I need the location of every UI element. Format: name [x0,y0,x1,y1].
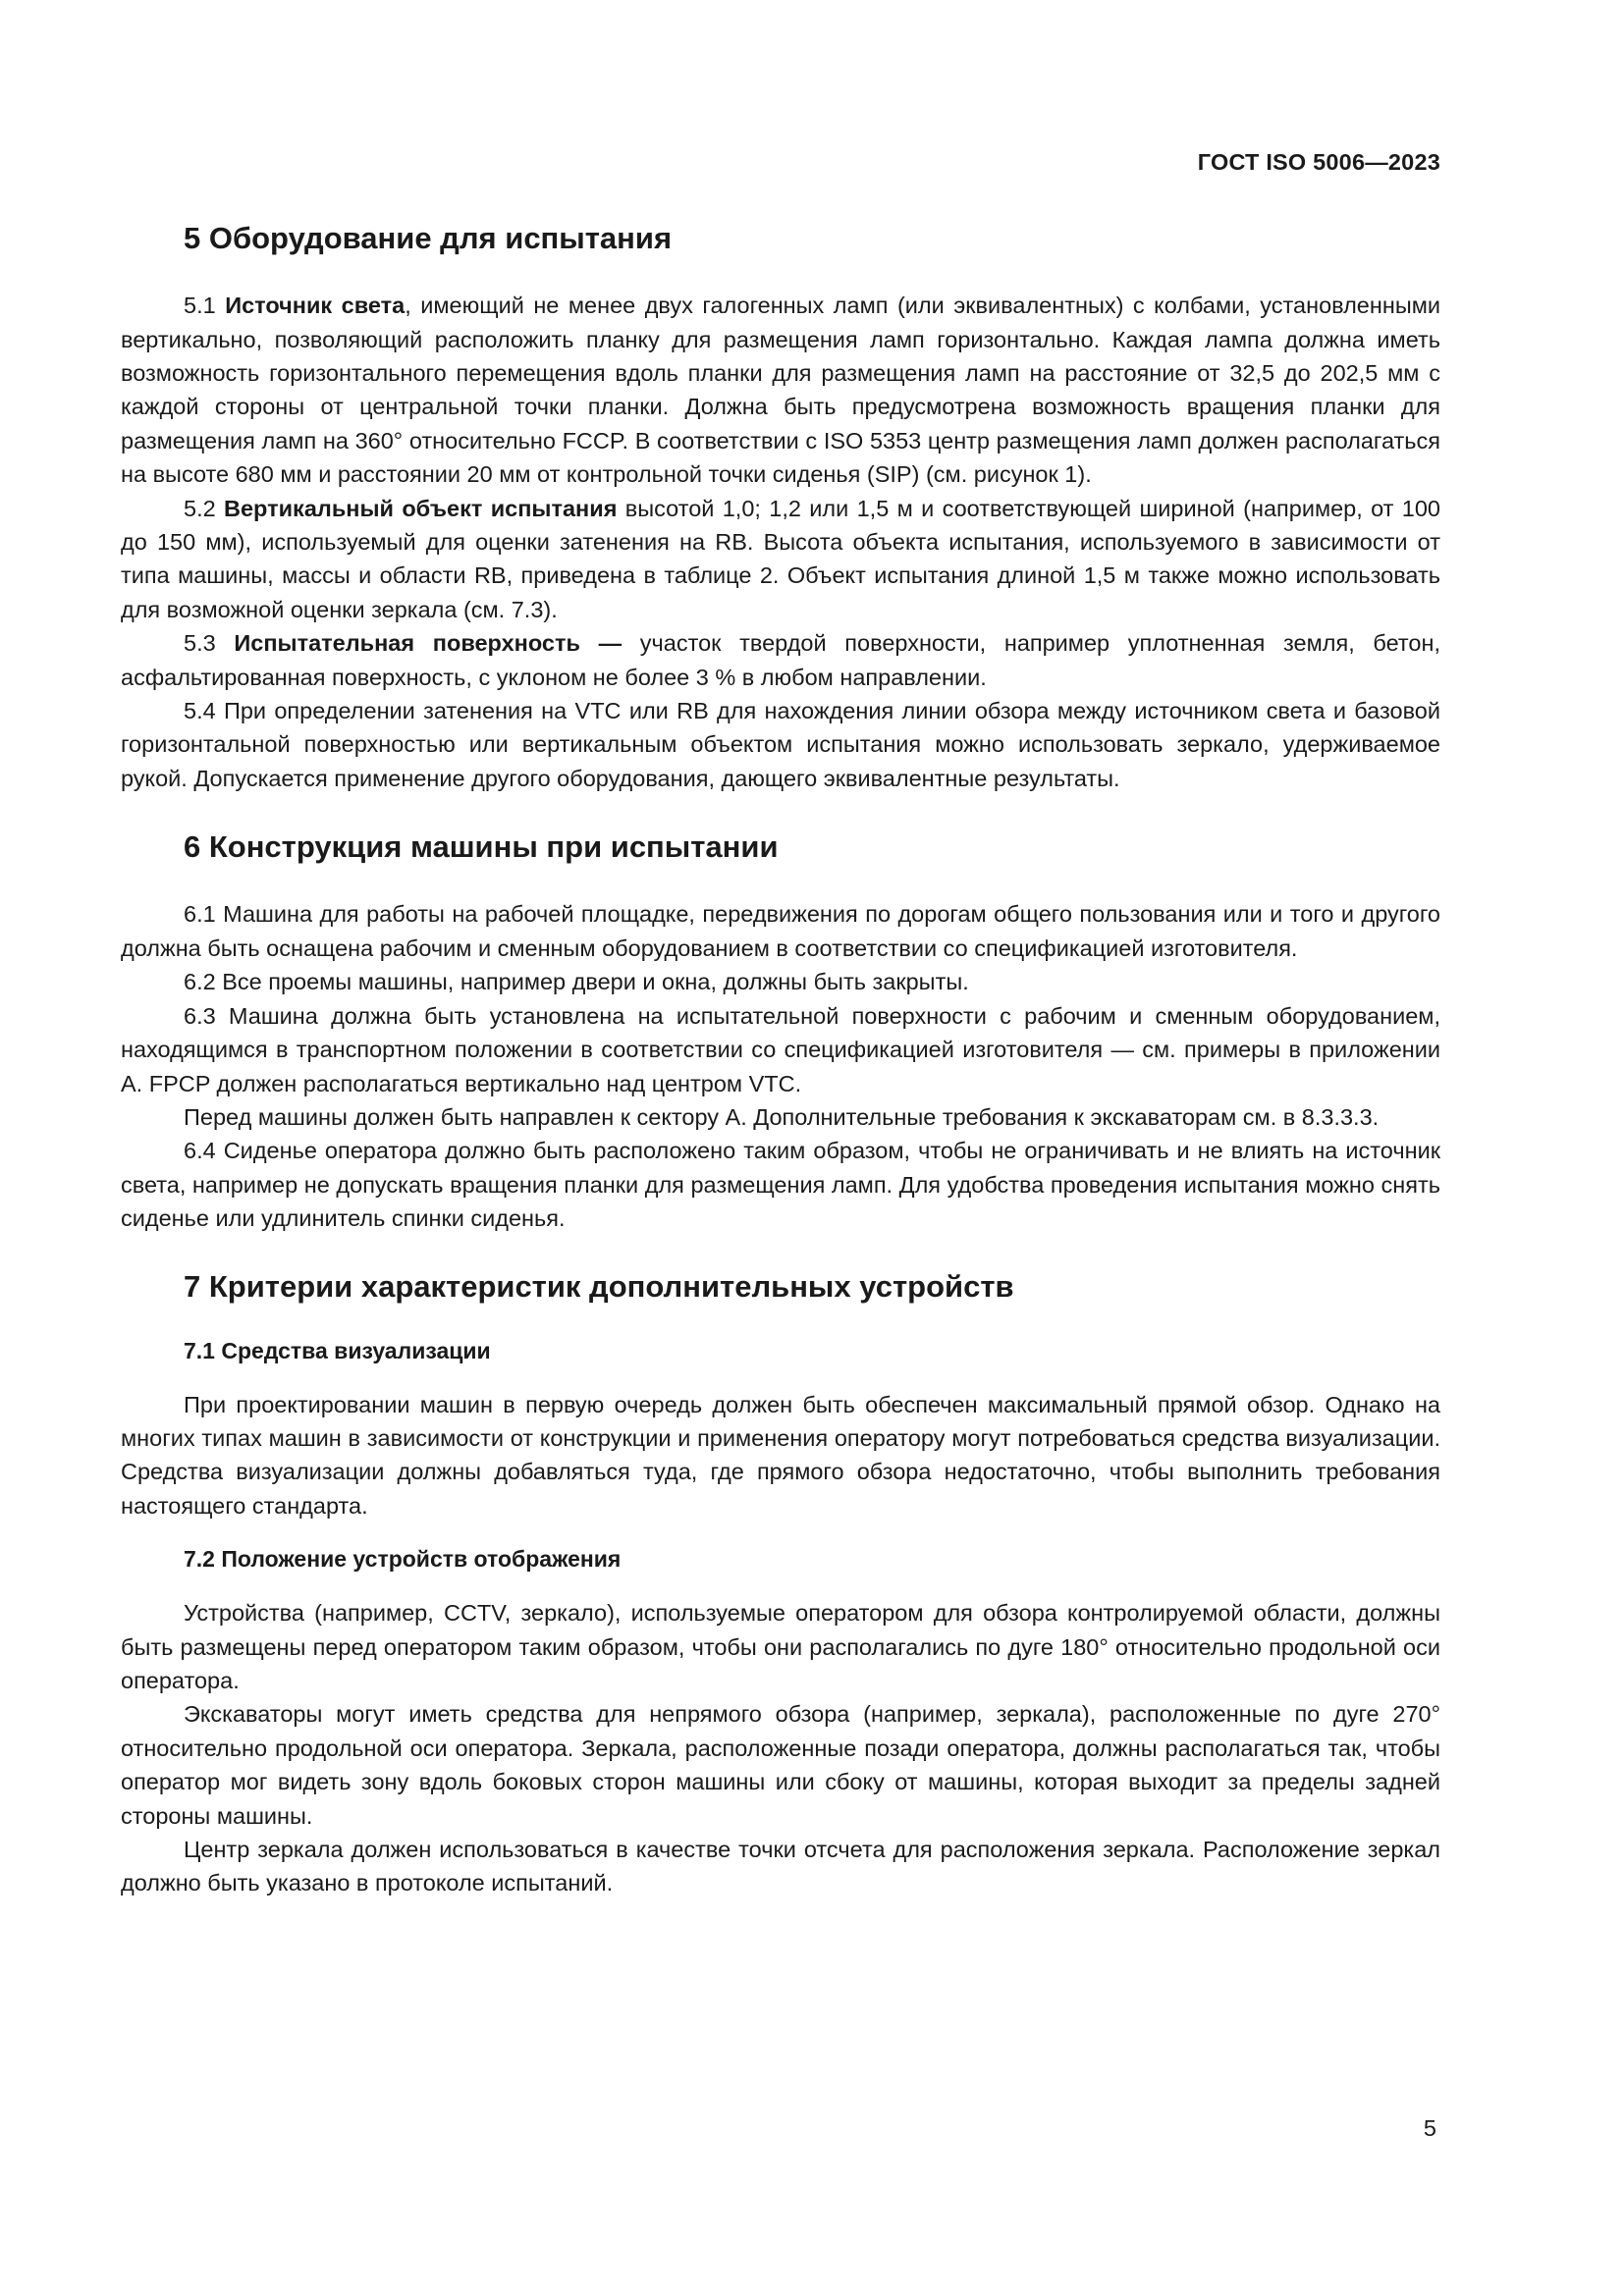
paragraph-5-3 [121,626,1440,694]
clause-text: высотой 1,0; 1,2 или 1,5 м и соответствующей шириной (например, от 100 до 150 мм), используемый для оценки затенения на RB. Высота объекта испытания, используемого в зависимости от типа машины, массы и области RB, приведена в таблице 2. Объект испытания длиной 1,5 м также можно использовать для возможной оценки зеркала (см. 7.3). [121,495,1440,622]
clause-term: Испытательная поверхность — [234,630,623,657]
clause-text: , имеющий не менее двух галогенных ламп (или эквивалентных) с колбами, установленными вертикально, позволяющий расположить планку для размещения ламп горизонтально. Каждая лампа должна иметь возможность горизонтального перемещения вдоль планки для размещения ламп на расстояние от 32,5 до 202,5 мм с каждой стороны от центральной точки планки. Должна быть предусмотрена возможность вращения планки для размещения ламп на 360° относительно FCCP. В соответствии с ISO 5353 центр размещения ламп должен располагаться на высоте 680 мм и расстоянии 20 мм от контрольной точки сиденья (SIP) (см. рисунок 1). [121,293,1440,488]
clause-number: 5.3 [184,630,235,657]
paragraph-5-4: 5.4 При определении затенения на VTC или RB для нахождения линии обзора между источником света и базовой горизонтальной поверхностью или вертикальным объектом испытания можно использовать зеркало, удерживаемое рукой. Допускается применение другого оборудования, дающего эквивалентные результаты. [121,698,1440,791]
section-6-heading: 6 Конструкция машины при испытании [184,829,779,865]
paragraph-6-1: 6.1 Машина для работы на рабочей площадке, передвижения по дорогам общего пользования или и того и другого должна быть оснащена рабочим и сменным оборудованием в соответствии со спецификацией изготовителя. [121,901,1440,961]
subsection-7-2-heading: 7.2 Положение устройств отображения [184,1546,622,1573]
page-number: 5 [1423,2115,1436,2141]
paragraph-7-1: При проектировании машин в первую очередь должен быть обеспечен максимальный прямой обзор. Однако на многих типах машин в зависимости от конструкции и применения оператору могут потребоваться средства визуализации. Средства визуализации должны добавляться туда, где прямого обзора недостаточно, чтобы выполнить требования настоящего стандарта. [121,1391,1440,1519]
clause-number: 5.1 [184,293,226,319]
paragraph-6-3-continued: Перед машины должен быть направлен к сектору А. Дополнительные требования к экскаваторам см. в 8.3.3.3. [184,1103,1380,1130]
clause-term: Источник света [225,293,406,319]
clause-text: участок твердой поверхности, например уплотненная земля, бетон, асфальтированная поверхность, с уклоном не более 3 % в любом направлении. [121,630,1440,690]
paragraph-7-2-a: Устройства (например, CCTV, зеркало), используемые оператором для обзора контролируемой области, должны быть размещены перед оператором таким образом, чтобы они располагались по дуге 180° относительно продольной оси оператора. [121,1600,1440,1693]
subsection-7-1-heading: 7.1 Средства визуализации [184,1337,491,1363]
clause-number: 5.2 [184,495,225,521]
section-5-heading: 5 Оборудование для испытания [184,221,673,255]
paragraph-6-3: 6.3 Машина должна быть установлена на испытательной поверхности с рабочим и сменным оборудованием, находящимся в транспортном положении в соответствии со спецификацией изготовителя — см. примеры в приложении А. FPCP должен располагаться вертикально над центром VTC. [121,1002,1440,1096]
paragraph-5-2 [121,492,1440,627]
document-body [121,220,1440,1900]
section-7-heading: 7 Критерии характеристик дополнительных устройств [184,1268,1014,1304]
clause-term: Вертикальный объект испытания [224,495,618,521]
paragraph-5-1 [121,289,1440,491]
paragraph-7-2-b: Экскаваторы могут иметь средства для непрямого обзора (например, зеркала), расположенные по дуге 270° относительно продольной оси оператора. Зеркала, расположенные позади оператора, должны располагаться так, чтобы оператор мог видеть зону вдоль боковых сторон машины или сбоку от машины, которая выходит за пределы задней стороны машины. [121,1701,1440,1829]
paragraph-7-2-c: Центр зеркала должен использоваться в качестве точки отсчета для расположения зеркала. Расположение зеркал должно быть указано в протоколе испытаний. [121,1836,1440,1896]
paragraph-6-2: 6.2 Все проемы машины, например двери и окна, должны быть закрыты. [184,969,969,995]
paragraph-6-4: 6.4 Сиденье оператора должно быть расположено таким образом, чтобы не ограничивать и не влиять на источник света, например не допускать вращения планки для размещения ламп. Для удобства проведения испытания можно снять сиденье или удлинитель спинки сиденья. [121,1138,1440,1232]
document-header: ГОСТ ISO 5006—2023 [1197,149,1440,175]
